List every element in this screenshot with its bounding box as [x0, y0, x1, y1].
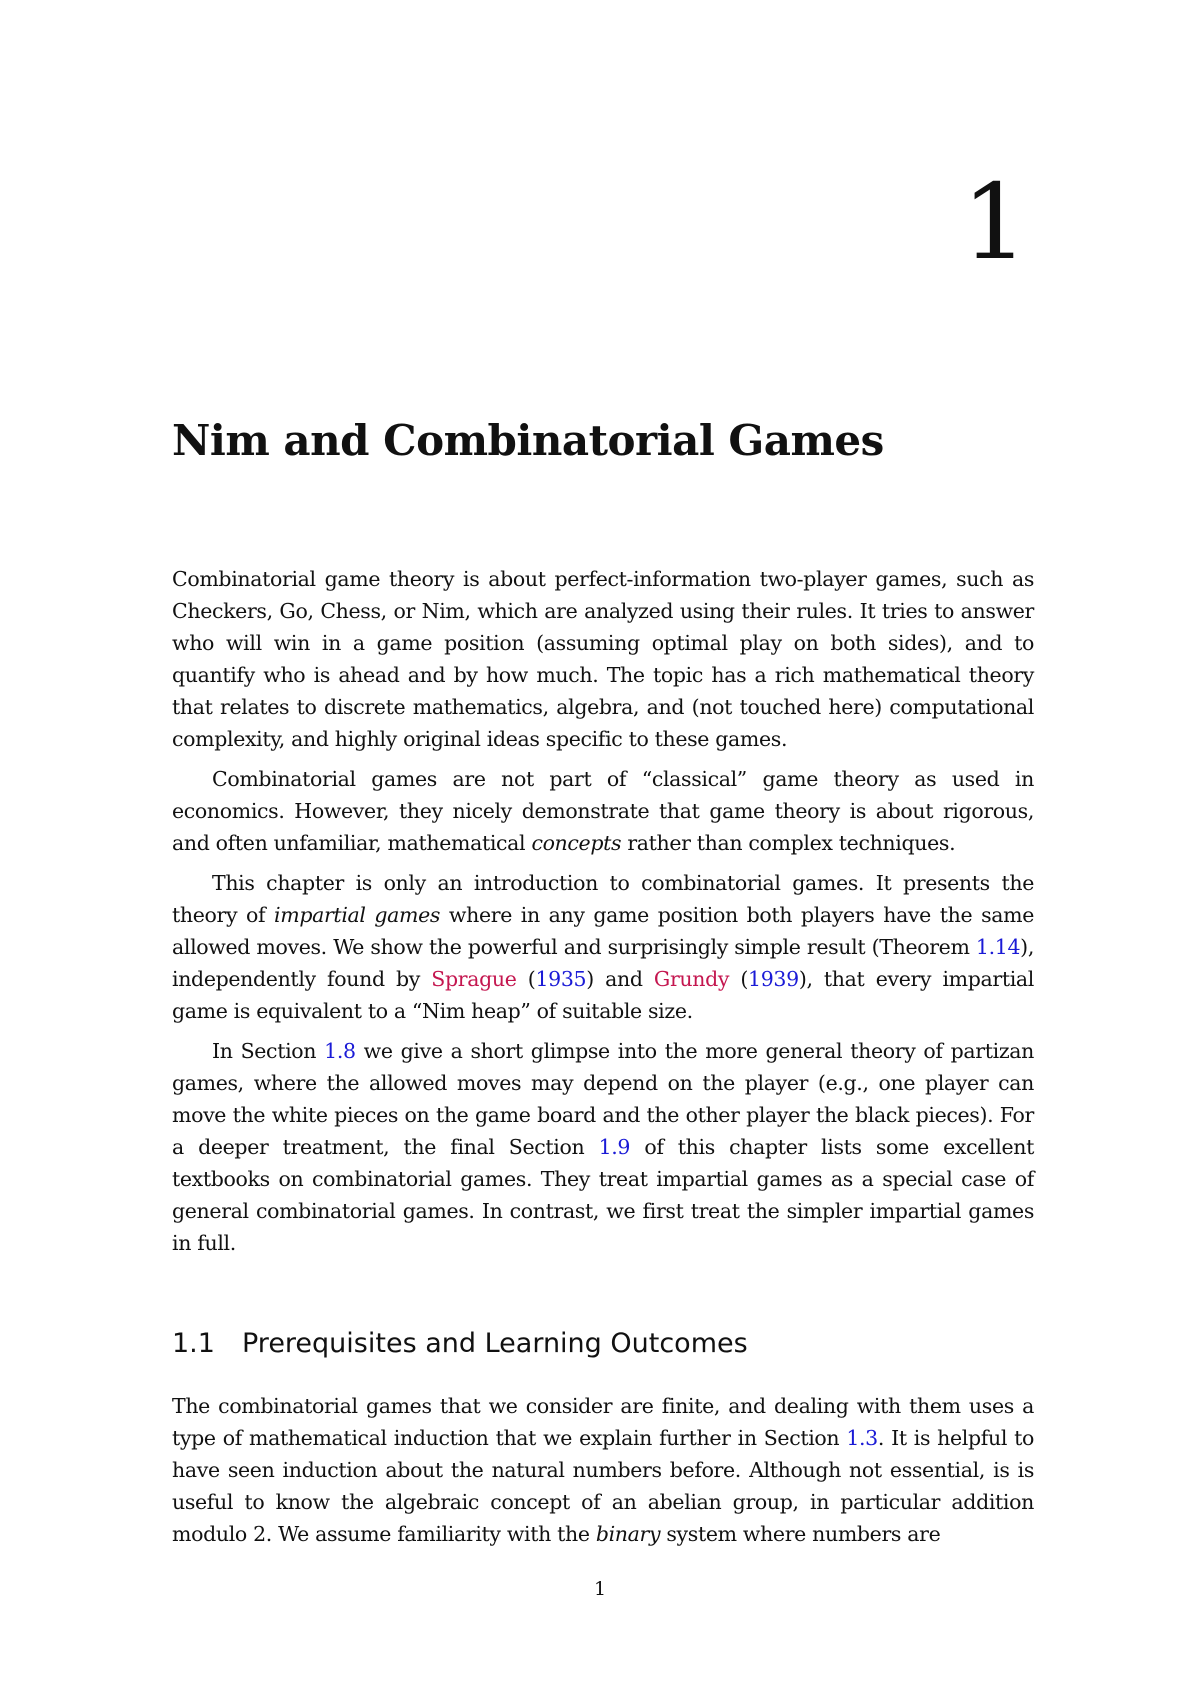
section-reference-link[interactable]: 1.3	[846, 1426, 878, 1450]
section-title: Prerequisites and Learning Outcomes	[242, 1328, 748, 1359]
citation-author-grundy[interactable]: Grundy	[653, 967, 730, 991]
theorem-reference-link[interactable]: 1.14	[975, 935, 1021, 959]
emphasis-impartial-games: impartial games	[274, 903, 441, 927]
emphasis-binary: binary	[595, 1522, 661, 1546]
intro-paragraph-2	[172, 763, 1034, 859]
chapter-intro	[172, 563, 1034, 1267]
text-run: where in any game position both players have the same allowed moves. We show the powerful and surprisingly simple result (Theorem	[172, 903, 1034, 959]
section-number: 1.1	[172, 1328, 215, 1359]
emphasis-concepts: concepts	[531, 831, 622, 855]
text-run: ), that every impartial game is equivalent to a “Nim heap” of suitable size.	[172, 967, 1035, 1023]
text-run: In Section	[212, 1039, 325, 1063]
text-run: Combinatorial games are not part of “classical” game theory as used in economics. However, they nicely demonstrate that game theory is about rigorous, and often unfamiliar, mathematical	[172, 767, 1034, 855]
text-run: of this chapter lists some excellent textbooks on combinatorial games. They treat impartial games as a special case of general combinatorial games. In contrast, we first treat the simpler impartial games in full.	[172, 1135, 1034, 1255]
intro-paragraph-3	[172, 867, 1034, 1027]
text-run: system where numbers are	[660, 1522, 941, 1546]
section-paragraph-1	[172, 1390, 1034, 1550]
text-run: . It is helpful to have seen induction about the natural numbers before. Although not essential, is is useful to know the algebraic concept of an abelian group, in particular addition modulo 2. We assume familiarity with the	[172, 1426, 1035, 1546]
citation-author-sprague[interactable]: Sprague	[431, 967, 517, 991]
text-run: we give a short glimpse into the more general theory of partizan games, where the allowed moves may depend on the player (e.g., one player can move the white pieces on the game board and the other player the black pieces). For a deeper treatment, the final Section	[172, 1039, 1034, 1159]
page-number: 1	[593, 1578, 607, 1600]
intro-paragraph-1: Combinatorial game theory is about perfect-information two-player games, such as Checkers, Go, Chess, or Nim, which are analyzed using their rules. It tries to answer who will win in a game position (assuming optimal play on both sides), and to quantify who is ahead and by how much. The topic has a rich mathematical theory that relates to discrete mathematics, algebra, and (not touched here) computational complexity, and highly original ideas specific to these games.	[172, 567, 1034, 751]
text-run: (	[516, 967, 536, 991]
text-run: ) and	[586, 967, 654, 991]
section-heading	[172, 1330, 748, 1357]
text-run: The combinatorial games that we consider are finite, and dealing with them uses a type of mathematical induction that we explain further in Section	[172, 1394, 1034, 1450]
section-reference-link[interactable]: 1.8	[324, 1039, 356, 1063]
text-run: (	[729, 967, 749, 991]
section-body	[172, 1390, 1034, 1558]
text-run: rather than complex techniques.	[621, 831, 956, 855]
section-reference-link[interactable]: 1.9	[598, 1135, 631, 1159]
citation-year-1935[interactable]: 1935	[535, 967, 587, 991]
intro-paragraph-4	[172, 1035, 1034, 1259]
text-run: ), independently found by	[172, 935, 1034, 991]
citation-year-1939[interactable]: 1939	[748, 967, 799, 991]
text-run: This chapter is only an introduction to combinatorial games. It presents the theory of	[172, 871, 1034, 927]
chapter-number: 1	[961, 161, 1028, 283]
chapter-title: Nim and Combinatorial Games	[172, 416, 884, 465]
